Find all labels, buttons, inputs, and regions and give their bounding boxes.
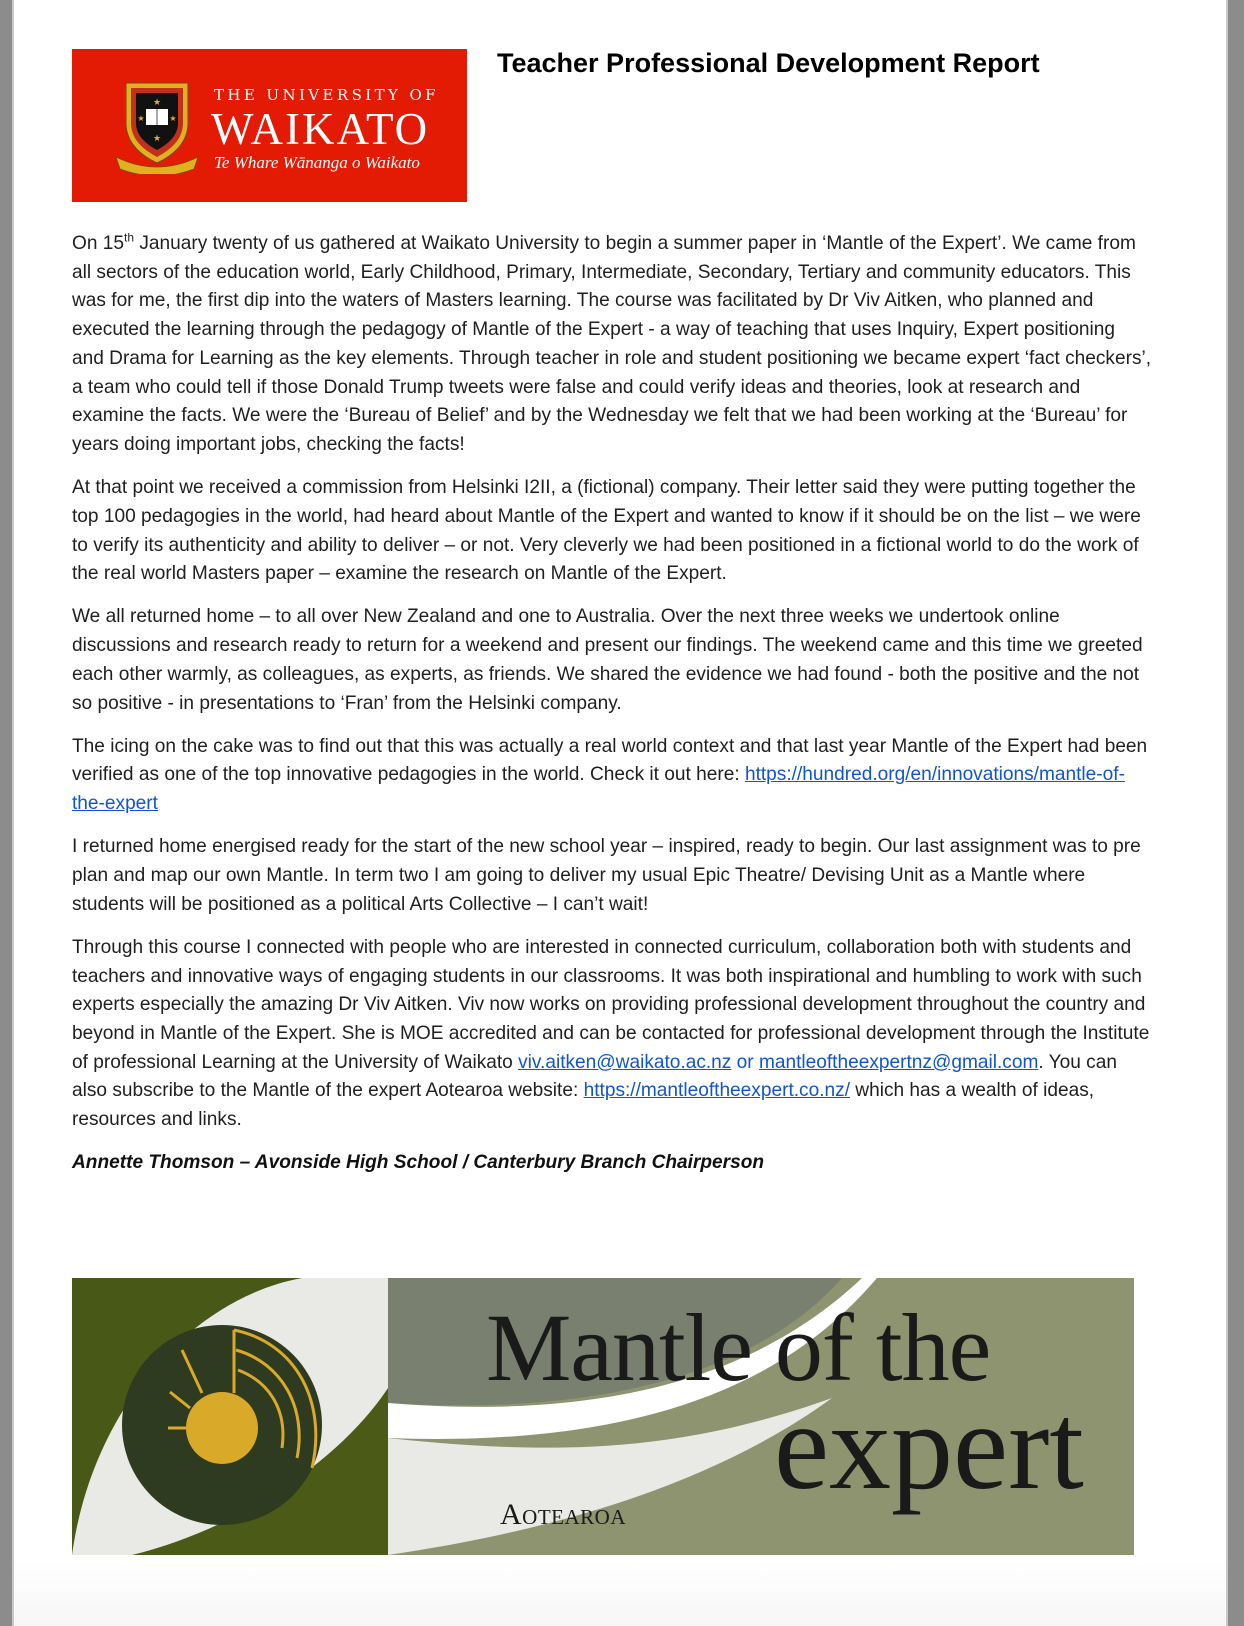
banner-title-line2: expert (774, 1378, 1084, 1515)
or-text: or (731, 1051, 759, 1073)
paragraph-returned-home: We all returned home – to all over New Zealand and one to Australia. Over the next three weeks we undertook online discussions and research ready to return for a weekend and present our findings. The weekend came and this time we greeted each other warmly, as colleagues, as experts, as friends. We shared the evidence we had found - both the positive and the not so positive - in presentations to ‘Fran’ from the Helsinki company. (72, 606, 1143, 714)
paragraph-energised: I returned home energised ready for the start of the new school year – inspired, ready to begin. Our last assignment was to pre plan and map our own Mantle. In term two I am going to deliver my usual Epic Theatre/ Devising Unit as a Mantle where students will be positioned as a political Arts Collective – I can’t wait! (72, 836, 1141, 915)
email-link-mantle[interactable]: mantleoftheexpertnz@gmail.com (758, 1051, 1039, 1073)
intro-lead: On 15 (72, 233, 125, 254)
paragraph-intro (72, 230, 1152, 460)
document-page (14, 0, 1226, 1626)
signature: Annette Thomson – Avonside High School / Canterbury Branch Chairperson (72, 1152, 765, 1174)
gold-sun-icon (186, 1392, 258, 1464)
hundred-link[interactable]: https://hundred.org/en/innovations/mantle-of-the-expert (72, 764, 1125, 815)
paragraph-icing (72, 733, 1152, 819)
website-link[interactable]: https://mantleoftheexpert.co.nz/ (583, 1080, 850, 1102)
svg-text:★: ★ (169, 114, 177, 123)
report-title: Teacher Professional Development Report (497, 48, 1040, 78)
svg-text:★: ★ (152, 98, 162, 108)
paragraph-connections (72, 934, 1152, 1135)
banner-subtitle: Aotearoa (500, 1498, 626, 1531)
report-body (72, 230, 1152, 1193)
right-gutter (1226, 0, 1244, 1626)
university-crest-icon (112, 79, 202, 174)
icing-text: The icing on the cake was to find out that this was actually a real world context and that last year Mantle of the Expert had been verified as one of the top innovative pedagogies in the world. Check it out here: (72, 735, 1148, 786)
svg-text:★: ★ (137, 114, 145, 123)
wealth-text: which has a wealth of ideas, resources and links. (72, 1080, 1095, 1131)
logo-waikato: WAIKATO (211, 104, 430, 154)
logo-university-of: THE UNIVERSITY OF (214, 86, 439, 104)
university-logo (72, 49, 467, 202)
left-gutter (0, 0, 14, 1626)
email-link-viv[interactable]: viv.aitken@waikato.ac.nz (518, 1051, 732, 1073)
connections-text: Through this course I connected with people who are interested in connected curriculum, collaboration both with students and teachers and innovative ways of engaging students in our classrooms. It was both inspirational and humbling to work with such experts especially the amazing Dr Viv Aitken. Viv now works on providing professional development throughout the country and beyond in Mantle of the Expert. She is MOE accredited and can be contacted for professional development through the Institute of professional Learning at the University of Waikato (72, 936, 1150, 1073)
banner-title-line1: Mantle of the (486, 1294, 991, 1401)
mantle-banner (72, 1278, 1134, 1555)
subscribe-text: . You can also subscribe to the Mantle of the expert Aotearoa website: (72, 1051, 1117, 1102)
paragraph-commission: At that point we received a commission from Helsinki I2II, a (fictional) company. Their letter said they were putting together the top 100 pedagogies in the world, had heard about Mantle of the Expert and wanted to know if it should be on the list – we were to verify its authenticity and ability to deliver – or not. Very cleverly we had been positioned in a fictional world to do the work of the real world Masters paper – examine the research on Mantle of the Expert. (72, 477, 1141, 585)
svg-text:★: ★ (152, 134, 162, 144)
logo-maori-name: Te Whare Wānanga o Waikato (214, 153, 420, 172)
date-superscript: th (124, 230, 135, 245)
intro-text: January twenty of us gathered at Waikato University to begin a summer paper in ‘Mantle of the Expert’. We came from all sectors of the education world, Early Childhood, Primary, Intermediate, Secondary, Tertiary and community educators. This was for me, the first dip into the waters of Masters learning. The course was facilitated by Dr Viv Aitken, who planned and executed the learning through the pedagogy of Mantle of the Expert - a way of teaching that uses Inquiry, Expert positioning and Drama for Learning as the key elements. Through teacher in role and student positioning we became expert ‘fact checkers’, a team who could tell if those Donald Trump tweets were false and could verify ideas and theories, look at research and examine the facts. We were the ‘Bureau of Belief’ and by the Wednesday we felt that we had been working at the ‘Bureau’ for years doing important jobs, checking the facts! (72, 233, 1152, 455)
